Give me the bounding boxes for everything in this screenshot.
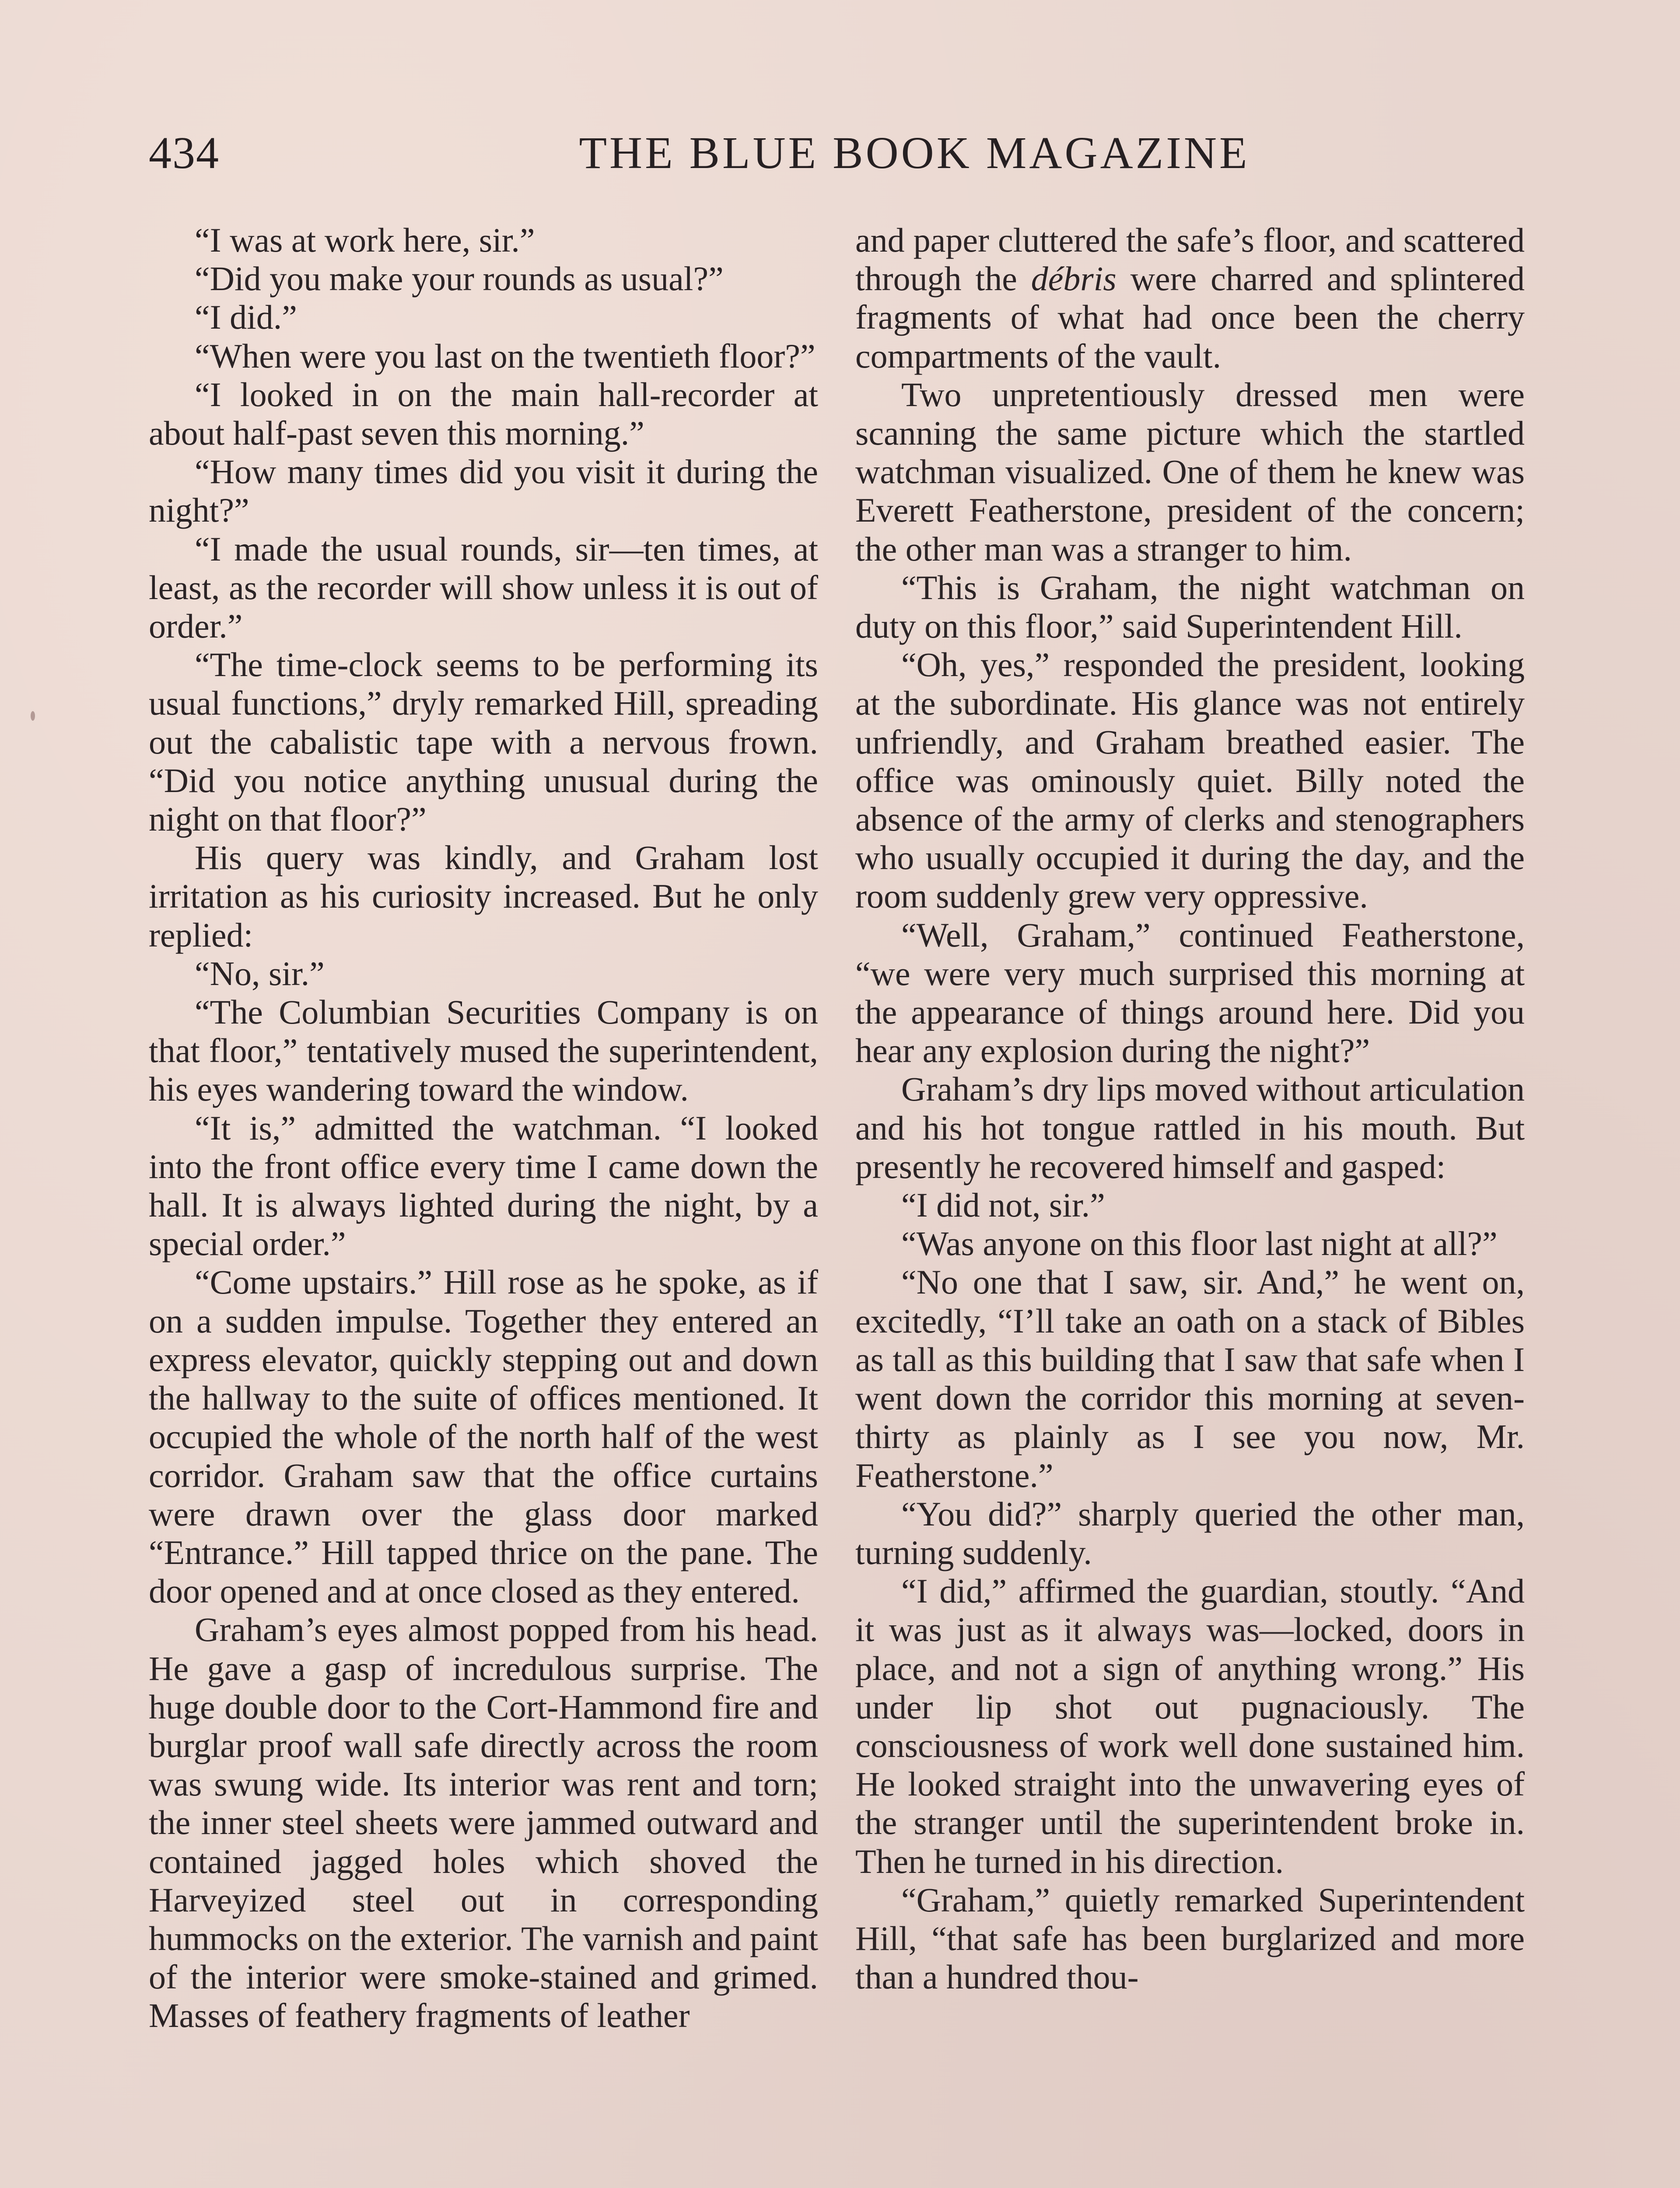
- paragraph: “Did you make your rounds as usual?”: [195, 259, 724, 298]
- left-text-column: [149, 221, 818, 2035]
- paragraph: Two unpretentiously dressed men were scanning the same picture which the startled watchman visualized. One of them he knew was Everett Featherstone, president of the concern; the other man was a stranger to him.: [855, 375, 1525, 568]
- paragraph: “You did?” sharply queried the other man, turning suddenly.: [855, 1494, 1525, 1571]
- paragraph: “When were you last on the twentieth floor?”: [195, 337, 816, 375]
- paragraph: “I did not, sir.”: [901, 1186, 1105, 1224]
- paragraph: “I did,” affirmed the guardian, stoutly. “And it was just as it always was—locked, doors in place, and not a sign of anything wrong.” His under lip shot out pugnaciously. The consciousness of work well done sustained him. He looked straight into the unwavering eyes of the stranger until the superintendent broke in. Then he turned in his direction.: [855, 1572, 1525, 1880]
- page-header: [149, 127, 1514, 188]
- paragraph: “The Columbian Securities Company is on that floor,” tentatively mused the superintendent, his eyes wandering toward the window.: [149, 993, 818, 1108]
- paragraph: “I looked in on the main hall-recorder at about half-past seven this morning.”: [149, 375, 818, 452]
- page-number: 434: [149, 128, 220, 178]
- paragraph: “Come upstairs.” Hill rose as he spoke, as if on a sudden impulse. Together they entered an express elevator, quickly stepping out and down the hallway to the suite of offices mentioned. It occupied the whole of the north half of the west corridor. Graham saw that the office curtains were drawn over the glass door marked “Entrance.” Hill tapped thrice on the pane. The door opened and at once closed as they entered.: [149, 1263, 818, 1610]
- paragraph: “I did.”: [195, 298, 297, 337]
- paragraph-text: were charred and splintered fragments of what had once been the cherry compartments of the vault.: [855, 259, 1525, 375]
- paragraph: [855, 221, 1525, 375]
- paragraph: Graham’s eyes almost popped from his head. He gave a gasp of incredulous surprise. The huge double door to the Cort-Hammond fire and burglar proof wall safe directly across the room was swung wide. Its interior was rent and torn; the inner steel sheets were jammed outward and contained jagged holes which shoved the Harveyized steel out in corresponding hummocks on the exterior. The varnish and paint of the interior were smoke-stained and grimed. Masses of feathery fragments of leather: [149, 1610, 818, 2035]
- paragraph: “How many times did you visit it during the night?”: [149, 452, 818, 529]
- paragraph: “Oh, yes,” responded the president, looking at the subordinate. His glance was not entirely unfriendly, and Graham breathed easier. The office was ominously quiet. Billy noted the absence of the army of clerks and stenographers who usually occupied it during the day, and the room suddenly grew very oppressive.: [855, 645, 1525, 915]
- paper-speck: [31, 711, 35, 721]
- paragraph: His query was kindly, and Graham lost irritation as his curiosity increased. But he only replied:: [149, 838, 818, 954]
- running-title: THE BLUE BOOK MAGAZINE: [579, 128, 1250, 178]
- paragraph: “Well, Graham,” continued Featherstone, “we were very much surprised this morning at the appearance of things around here. Did you hear any explosion during the night?”: [855, 915, 1525, 1070]
- paragraph: “Graham,” quietly remarked Superintendent Hill, “that safe has been burglarized and more than a hundred thou-: [855, 1880, 1525, 1996]
- paragraph: “Was anyone on this floor last night at all?”: [901, 1224, 1498, 1263]
- paragraph: “No, sir.”: [195, 954, 325, 992]
- paragraph: “I made the usual rounds, sir—ten times, at least, as the recorder will show unless it is out of order.”: [149, 529, 818, 645]
- paragraph: “The time-clock seems to be performing its usual functions,” dryly remarked Hill, spreading out the cabalistic tape with a nervous frown. “Did you notice anything unusual during the night on that floor?”: [149, 645, 818, 838]
- paragraph-text: and paper cluttered the safe’s floor, and scattered through the: [855, 221, 1525, 298]
- italic-word: débris: [1031, 259, 1116, 298]
- paragraph: “No one that I saw, sir. And,” he went on, excitedly, “I’ll take an oath on a stack of Bibles as tall as this building that I saw that safe when I went down the corridor this morning at seven-thirty as plainly as I see you now, Mr. Featherstone.”: [855, 1263, 1525, 1494]
- paragraph: “It is,” admitted the watchman. “I looked into the front office every time I came down the hall. It is always lighted during the night, by a special order.”: [149, 1108, 818, 1263]
- right-text-column: [855, 221, 1525, 1996]
- paragraph: Graham’s dry lips moved without articulation and his hot tongue rattled in his mouth. But presently he recovered himself and gasped:: [855, 1070, 1525, 1185]
- paragraph: “I was at work here, sir.”: [195, 221, 535, 259]
- paragraph: “This is Graham, the night watchman on duty on this floor,” said Superintendent Hill.: [855, 568, 1525, 645]
